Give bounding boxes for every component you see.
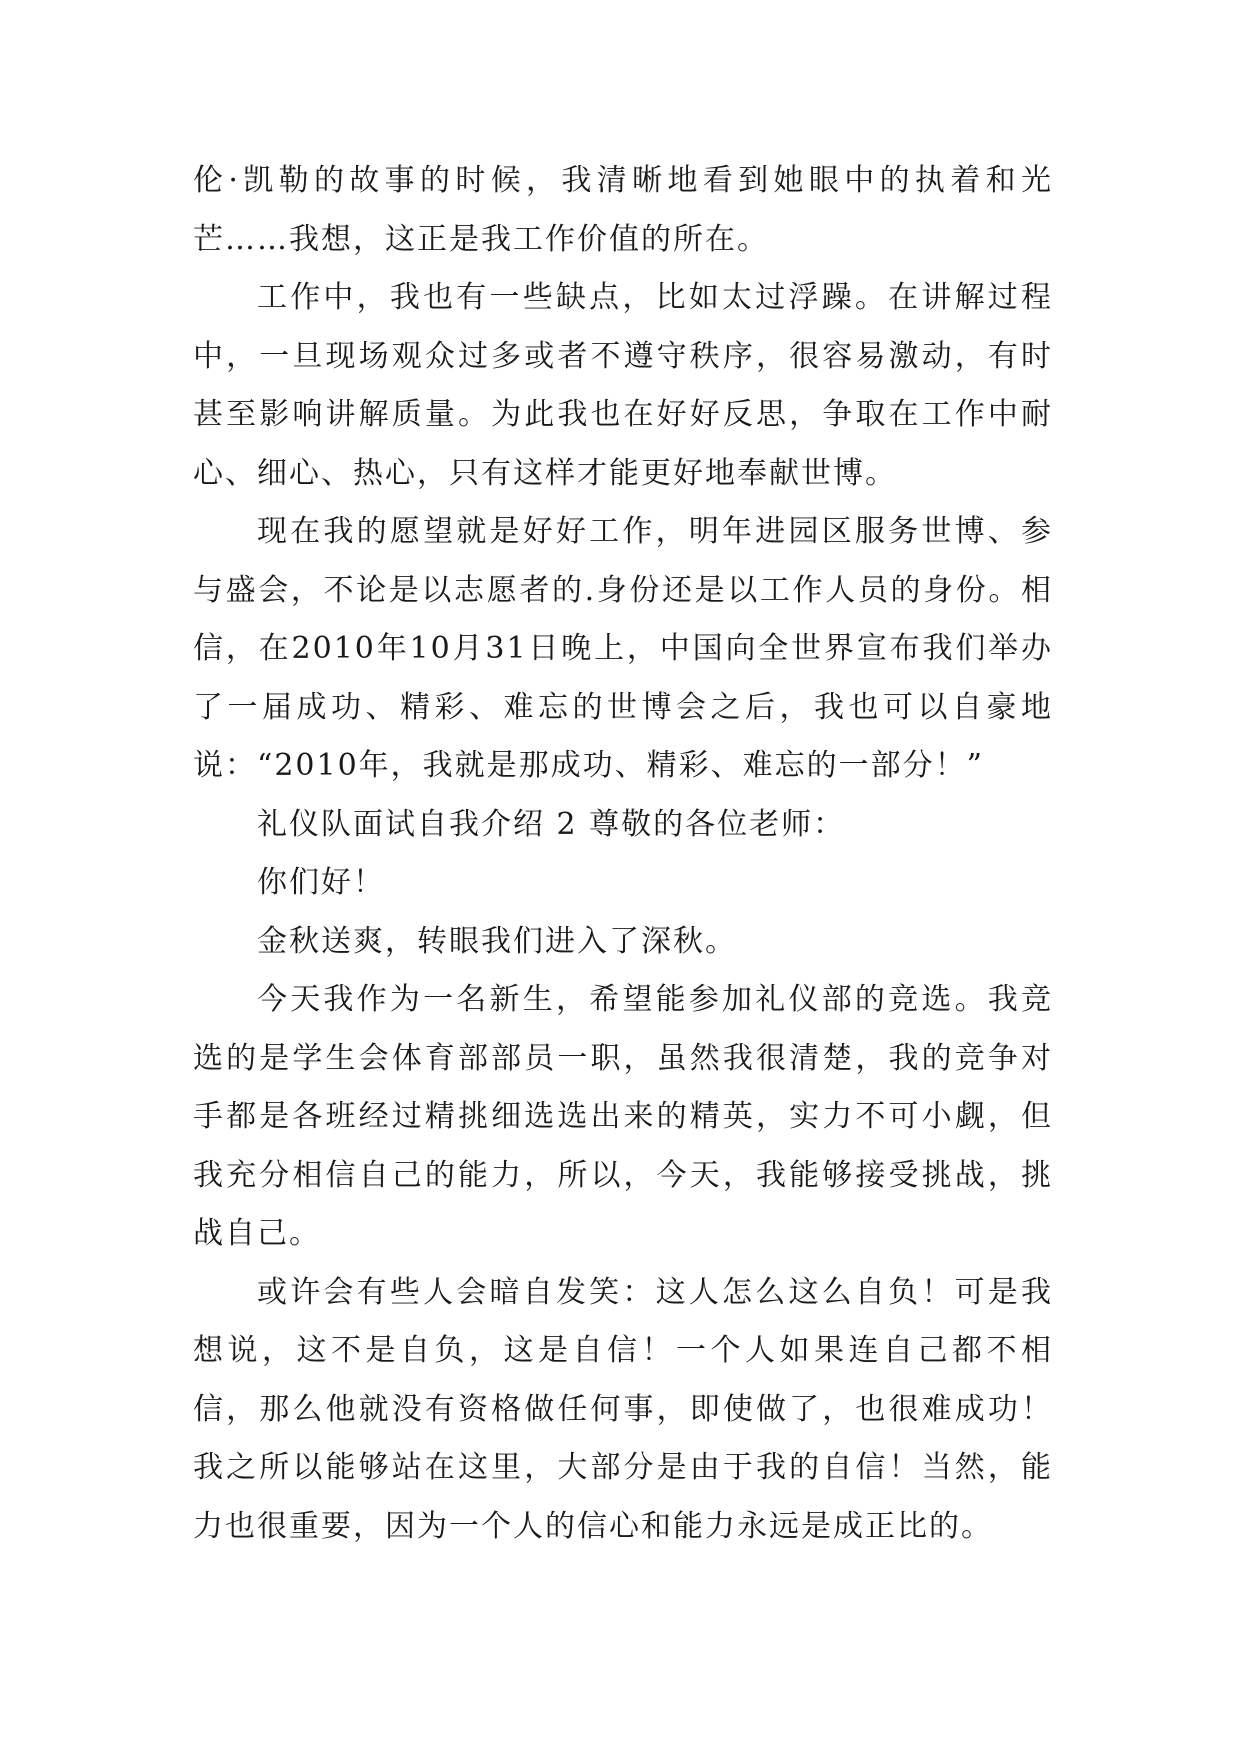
body-text <box>193 152 1053 1556</box>
paragraph-shortcomings: 工作中，我也有一些缺点，比如太过浮躁。在讲解过程中，一旦现场观众过多或者不遵守秩序，很容易激动，有时甚至影响讲解质量。为此我也在好好反思，争取在工作中耐心、细心、热心，只有这样才能更好地奉献世博。 <box>193 280 1053 491</box>
paragraph-hello: 你们好！ <box>257 865 385 900</box>
paragraph-continued: 伦·凯勒的故事的时候，我清晰地看到她眼中的执着和光芒……我想，这正是我工作价值的所在。 <box>193 163 1053 257</box>
paragraph-heading-greeting: 礼仪队面试自我介绍 2 尊敬的各位老师： <box>257 806 846 842</box>
paragraph-campaign: 今天我作为一名新生，希望能参加礼仪部的竞选。我竞选的是学生会体育部部员一职，虽然我很清楚，我的竞争对手都是各班经过精挑细选选出来的精英，实力不可小觑，但我充分相信自己的能力，所以，今天，我能够接受挑战，挑战自己。 <box>193 982 1053 1251</box>
paragraph-autumn: 金秋送爽，转眼我们进入了深秋。 <box>257 923 737 959</box>
paragraph-confidence: 或许会有些人会暗自发笑：这人怎么这么自负！可是我想说，这不是自负，这是自信！一个人如果连自己都不相信，那么他就没有资格做任何事，即使做了，也很难成功！我之所以能够站在这里，大部分是由于我的自信！当然，能力也很重要，因为一个人的信心和能力永远是成正比的。 <box>193 1274 1053 1544</box>
paragraph-wish: 现在我的愿望就是好好工作，明年进园区服务世博、参与盛会，不论是以志愿者的.身份还是以工作人员的身份。相信，在2010年10月31日晚上，中国向全世界宣布我们举办了一届成功、精彩、难忘的世博会之后，我也可以自豪地说：“2010年，我就是那成功、精彩、难忘的一部分！” <box>193 514 1053 783</box>
